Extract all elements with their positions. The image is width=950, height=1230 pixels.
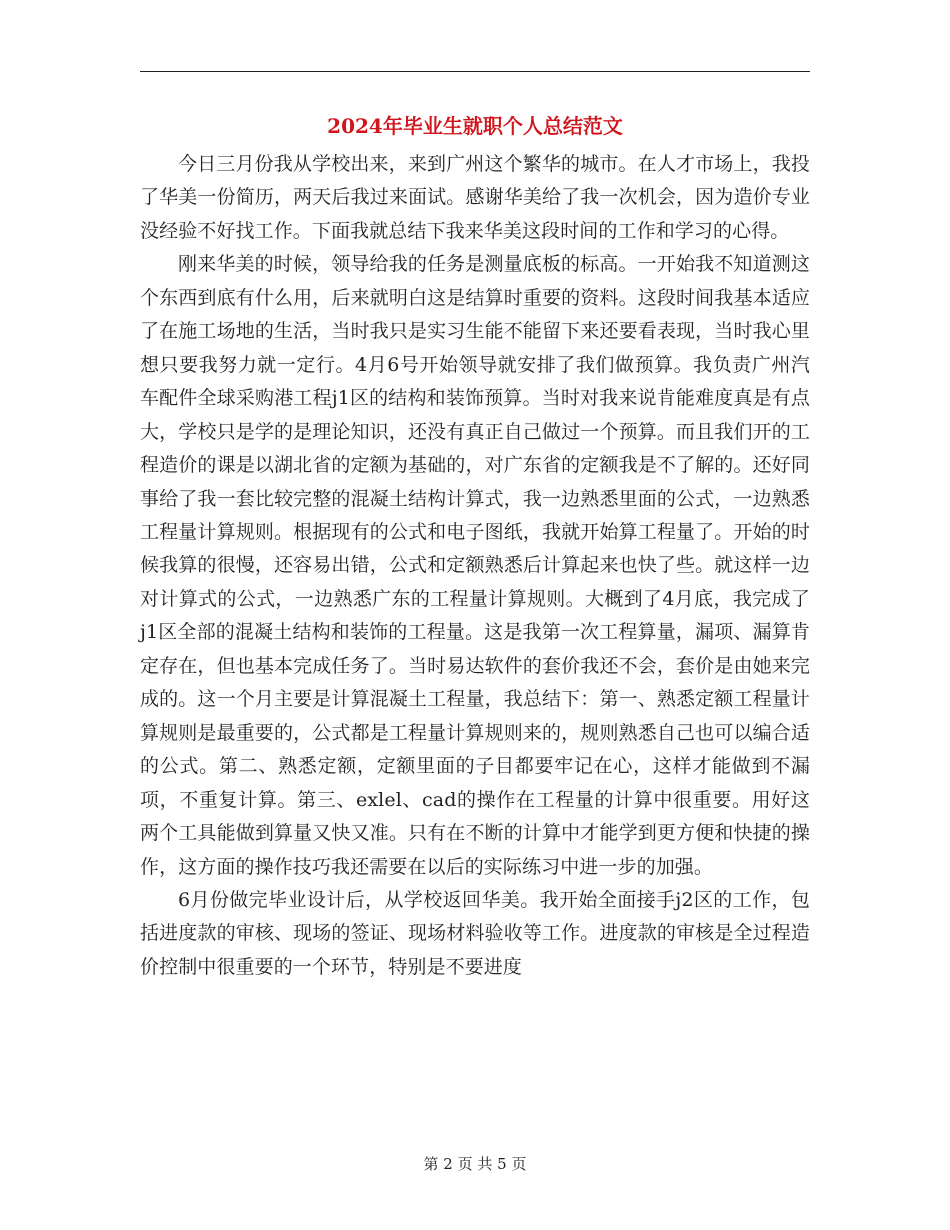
header-rule — [140, 71, 810, 72]
document-title: 2024年毕业生就职个人总结范文 — [327, 114, 623, 138]
paragraph-2: 刚来华美的时候，领导给我的任务是测量底板的标高。一开始我不知道测这个东西到底有什么用，后来就明白这是结算时重要的资料。这段时间我基本适应了在施工场地的生活，当时我只是实习生能不能留下来还要看表现，当时我心里想只要我努力就一定行。4月6号开始领导就安排了我们做预算。我负责广州汽车配件全球采购港工程j1区的结构和装饰预算。当时对我来说肯能难度真是有点大，学校只是学的是理论知识，还没有真正自己做过一个预算。而且我们开的工程造价的课是以湖北省的定额为基础的，对广东省的定额我是不了解的。还好同事给了我一套比较完整的混凝土结构计算式，我一边熟悉里面的公式，一边熟悉工程量计算规则。根据现有的公式和电子图纸，我就开始算工程量了。开始的时候我算的很慢，还容易出错，公式和定额熟悉后计算起来也快了些。就这样一边对计算式的公式，一边熟悉广东的工程量计算规则。大概到了4月底，我完成了j1区全部的混凝土结构和装饰的工程量。这是我第一次工程算量，漏项、漏算肯定存在，但也基本完成任务了。当时易达软件的套价我还不会，套价是由她来完成的。这一个月主要是计算混凝土工程量，我总结下：第一、熟悉定额工程量计算规则是最重要的，公式都是工程量计算规则来的，规则熟悉自己也可以编合适的公式。第二、熟悉定额，定额里面的子目都要牢记在心，这样才能做到不漏项，不重复计算。第三、exlel、cad的操作在工程量的计算中很重要。用好这两个工具能做到算量又快又准。只有在不断的计算中才能学到更方便和快捷的操作，这方面的操作技巧我还需要在以后的实际练习中进一步的加强。 — [140, 253, 810, 878]
paragraph-3: 6月份做完毕业设计后，从学校返回华美。我开始全面接手j2区的工作，包括进度款的审核、现场的签证、现场材料验收等工作。进度款的审核是全过程造价控制中很重要的一个环节，特别是不要进度 — [140, 888, 810, 978]
paragraph-1: 今日三月份我从学校出来，来到广州这个繁华的城市。在人才市场上，我投了华美一份简历，两天后我过来面试。感谢华美给了我一次机会，因为造价专业没经验不好找工作。下面我就总结下我来华美这段时间的工作和学习的心得。 — [140, 153, 810, 242]
document-body — [140, 148, 810, 984]
page-number-footer: 第 2 页 共 5 页 — [423, 1155, 527, 1173]
